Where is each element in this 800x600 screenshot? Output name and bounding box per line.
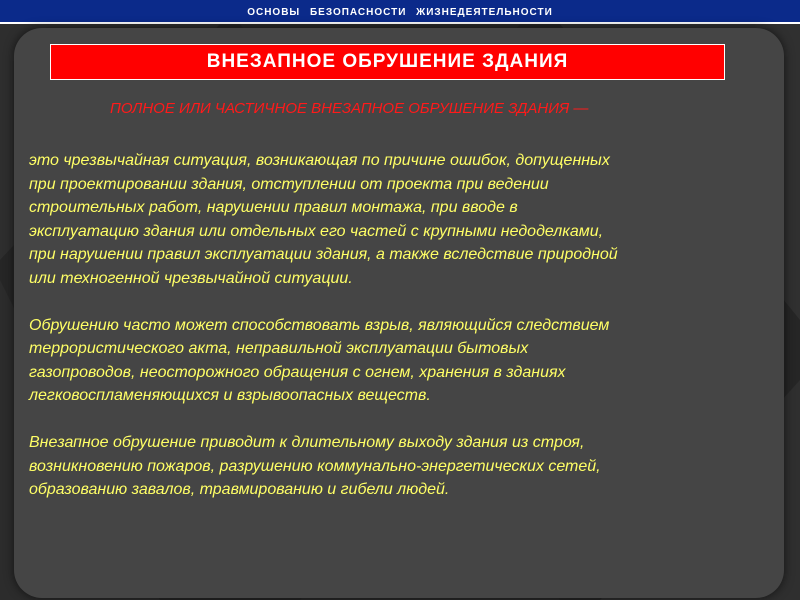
header-title: ОСНОВЫ БЕЗОПАСНОСТИ ЖИЗНЕДЕЯТЕЛЬНОСТИ [247,7,553,18]
paragraph-causes: Обрушению часто может способствовать взрыв, являющийся следствием террористического акта, неправильной эксплуатации бытовых газопроводов, неосторожного обращения с огнем, хранения в зданиях легковоспламеняющихся и взрывоопасных веществ. [29,316,610,404]
paragraph-definition: это чрезвычайная ситуация, возникающая по причине ошибок, допущенных при проектировании здания, отступлении от проекта при ведении строительных работ, нарушении правил монтажа, при вводе в эксплуатацию здания или отдельных его частей с крупными недоделками, при нарушении правил эксплуатации здания, а также вследствие природной или техногенной чрезвычайной ситуации. [29,152,618,287]
slide-subtitle: ПОЛНОЕ ИЛИ ЧАСТИЧНОЕ ВНЕЗАПНОЕ ОБРУШЕНИЕ ЗДАНИЯ — [110,100,589,117]
slide-title: ВНЕЗАПНОЕ ОБРУШЕНИЕ ЗДАНИЯ [206,51,569,72]
body-text [29,149,779,502]
paragraph-consequences: Внезапное обрушение приводит к длительному выходу здания из строя, возникновению пожаров, разрушению коммунально-энергетических сетей, образованию завалов, травмированию и гибели людей. [29,434,601,498]
title-banner [50,44,725,80]
header-bar [0,0,800,24]
